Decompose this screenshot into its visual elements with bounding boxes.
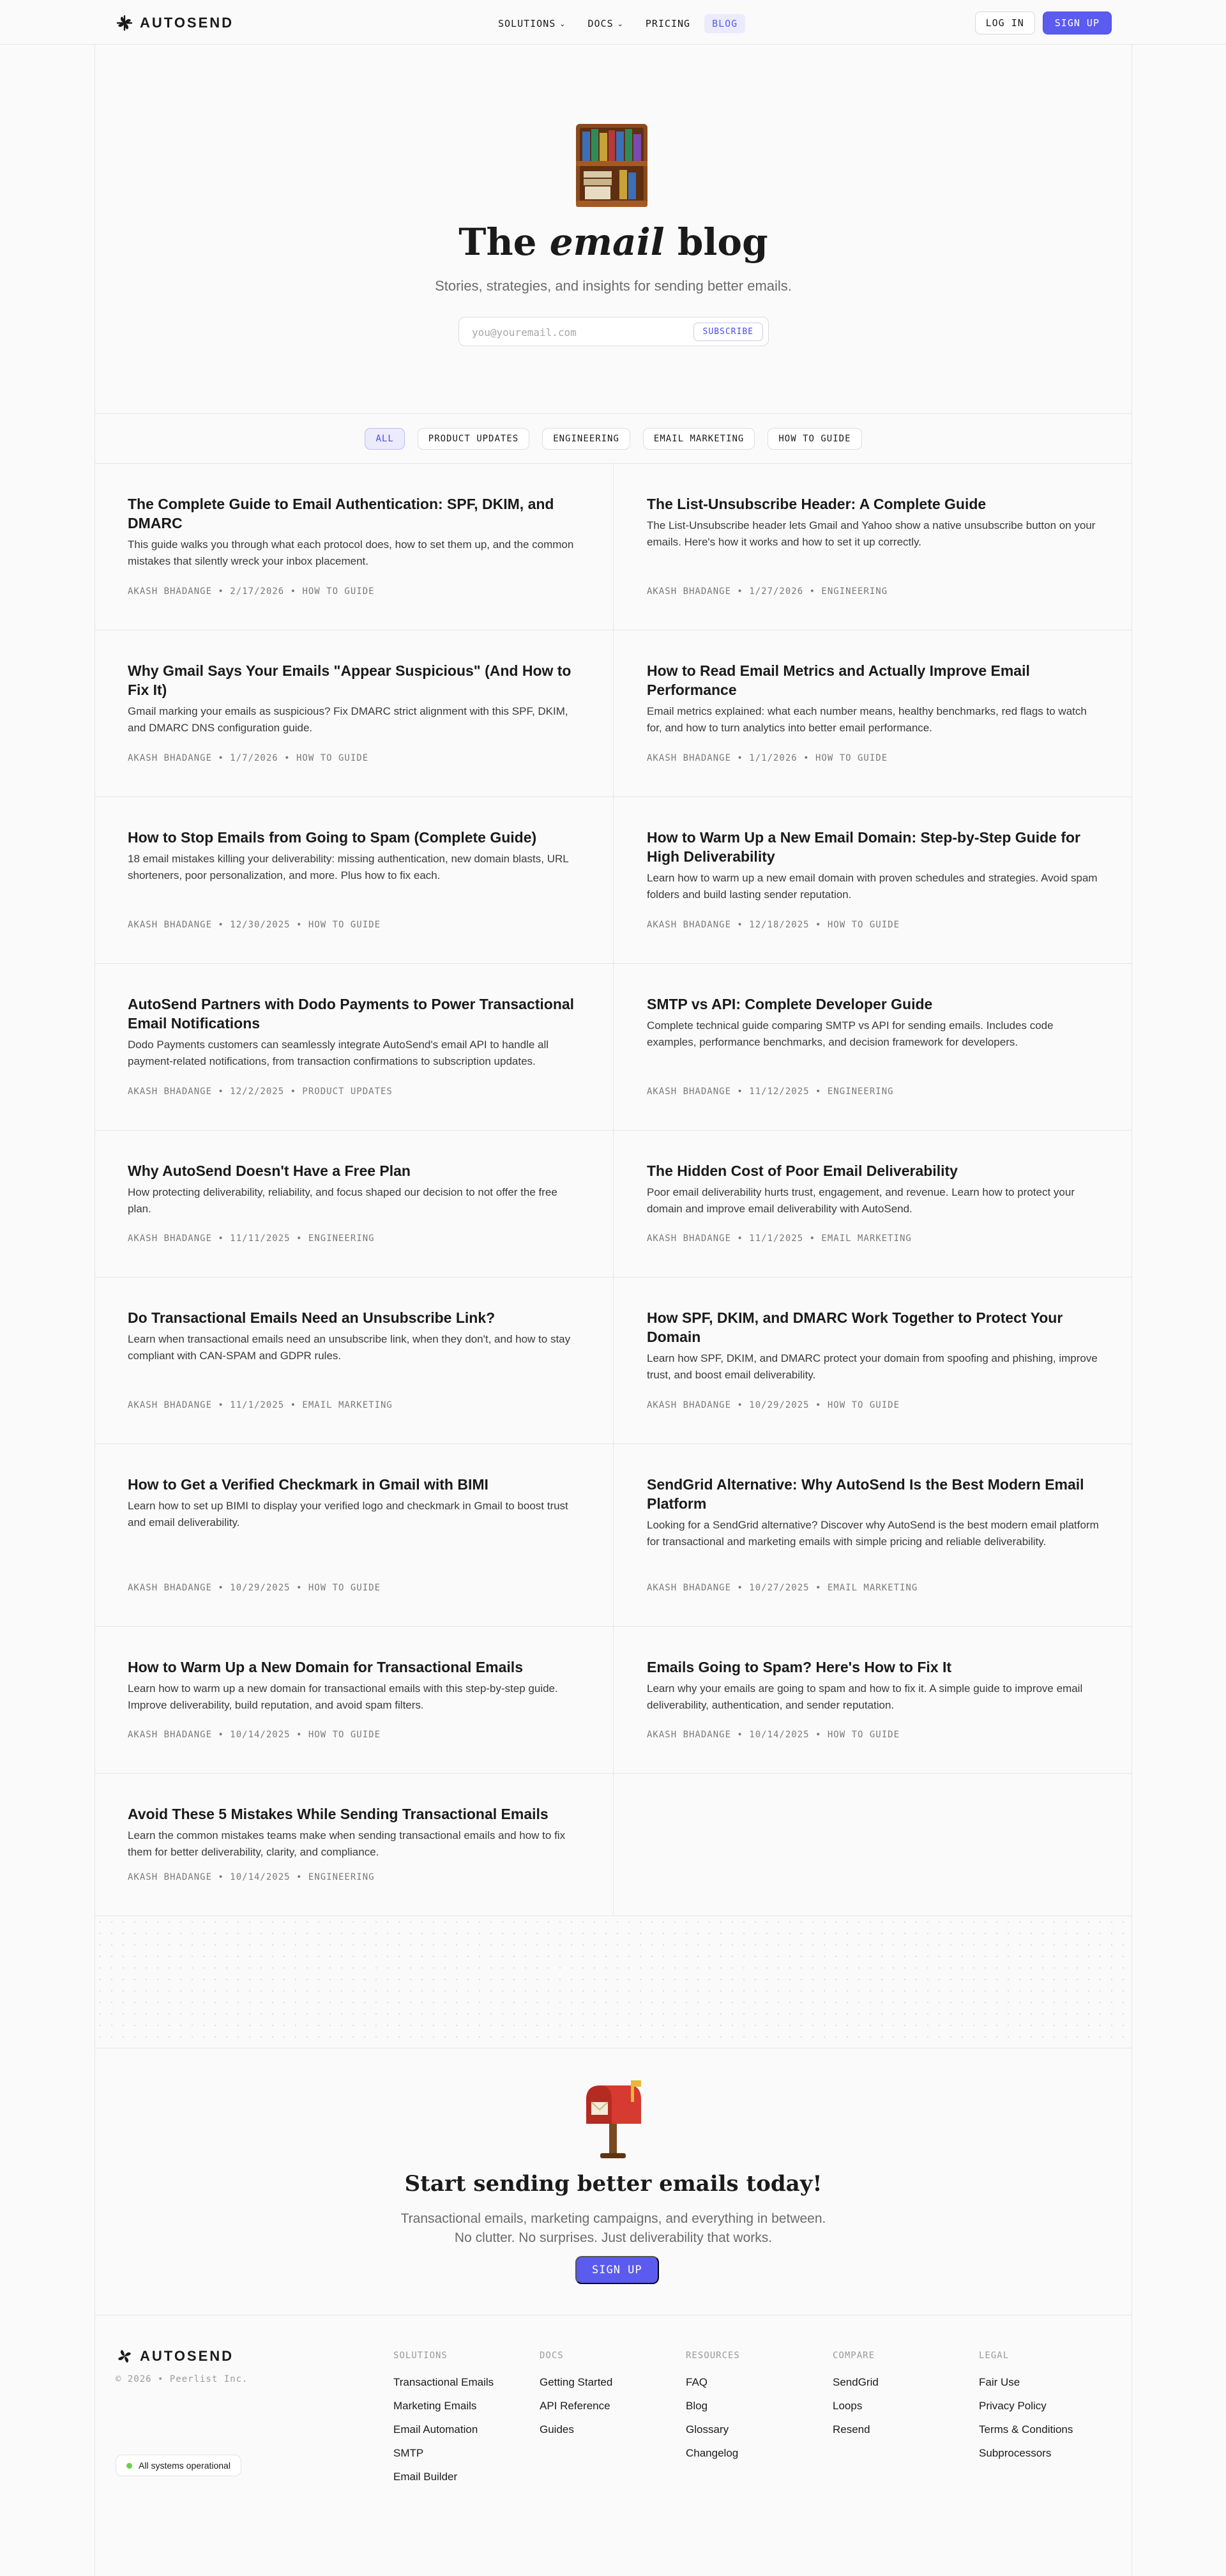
cta-signup-button[interactable]: SIGN UP	[575, 2256, 659, 2284]
post-meta: AKASH BHADANGE • 10/29/2025 • HOW TO GUIDE	[647, 1400, 900, 1410]
footer-link[interactable]: Resend	[833, 2423, 870, 2435]
posts-row	[95, 1277, 1132, 1444]
chevron-down-icon: ⌄	[559, 20, 566, 28]
footer-col-legal	[979, 2351, 1073, 2471]
post-desc: How protecting deliverability, reliability, and focus shaped our decision to not offer the free plan.	[128, 1186, 557, 1215]
post-card[interactable]	[613, 464, 1132, 630]
post-title: How to Get a Verified Checkmark in Gmail with BIMI	[128, 1476, 488, 1493]
post-desc: Learn when transactional emails need an unsubscribe link, when they don't, and how to stay compliant with CAN-SPAM and GDPR rules.	[128, 1333, 571, 1362]
status-dot-icon	[126, 2463, 132, 2469]
posts-row	[95, 964, 1132, 1131]
footer-link[interactable]: Getting Started	[540, 2376, 613, 2388]
footer	[95, 2315, 1132, 2576]
subscribe-button[interactable]: SUBSCRIBE	[693, 323, 763, 341]
hero-section	[95, 45, 1132, 414]
post-title: The Hidden Cost of Poor Email Deliverability	[647, 1162, 958, 1179]
filter-email-marketing[interactable]: EMAIL MARKETING	[643, 428, 755, 450]
filter-product-updates[interactable]: PRODUCT UPDATES	[418, 428, 529, 450]
subscribe-form	[458, 317, 769, 346]
cta-title: Start sending better emails today!	[404, 2171, 822, 2197]
footer-link[interactable]: Guides	[540, 2423, 574, 2435]
cta-line-2: No clutter. No surprises. Just deliverability that works.	[454, 2230, 773, 2245]
post-desc: The List-Unsubscribe header lets Gmail and Yahoo show a native unsubscribe button on your emails. Here's how it works and how to set it up correctly.	[647, 519, 1096, 548]
footer-link[interactable]: Subprocessors	[979, 2447, 1052, 2459]
footer-link[interactable]: Marketing Emails	[393, 2400, 477, 2412]
post-title: Do Transactional Emails Need an Unsubscribe Link?	[128, 1309, 496, 1326]
chevron-down-icon: ⌄	[617, 20, 624, 28]
dotted-divider	[95, 1916, 1132, 2048]
bookshelf-icon	[567, 116, 656, 212]
post-title: Avoid These 5 Mistakes While Sending Transactional Emails	[128, 1806, 549, 1822]
posts-row	[95, 797, 1132, 964]
footer-link[interactable]: Terms & Conditions	[979, 2423, 1073, 2435]
post-title: AutoSend Partners with Dodo Payments to Power Transactional Email Notifications	[128, 996, 575, 1032]
nav-pricing[interactable]	[638, 14, 698, 33]
title-emphasis: email	[549, 220, 665, 264]
copyright: © 2026 • Peerlist Inc.	[116, 2374, 248, 2384]
category-filters	[95, 414, 1132, 464]
post-desc: Email metrics explained: what each number means, healthy benchmarks, red flags to watch for, and how to turn analytics into better email performance.	[647, 705, 1087, 734]
post-title: How SPF, DKIM, and DMARC Work Together to Protect Your Domain	[647, 1309, 1063, 1345]
footer-link[interactable]: API Reference	[540, 2400, 610, 2412]
post-title: The Complete Guide to Email Authentication: SPF, DKIM, and DMARC	[128, 496, 554, 531]
footer-heading: DOCS	[540, 2351, 564, 2361]
footer-link[interactable]: SendGrid	[833, 2376, 879, 2388]
post-desc: Learn how SPF, DKIM, and DMARC protect your domain from spoofing and phishing, improve trust, and boost email deliverability.	[647, 1352, 1098, 1381]
post-title: How to Warm Up a New Email Domain: Step-by-Step Guide for High Deliverability	[647, 829, 1080, 865]
posts-row	[95, 1627, 1132, 1774]
page-title	[95, 220, 1132, 264]
post-title: How to Stop Emails from Going to Spam (Complete Guide)	[128, 829, 537, 846]
post-desc: Learn the common mistakes teams make when sending transactional emails and how to fix them for better deliverability, clarity, and compliance.	[128, 1829, 566, 1858]
footer-link[interactable]: FAQ	[686, 2376, 708, 2388]
system-status[interactable]	[116, 2455, 241, 2476]
posts-row	[95, 1131, 1132, 1277]
login-button[interactable]: LOG IN	[975, 11, 1035, 34]
post-meta: AKASH BHADANGE • 10/27/2025 • EMAIL MARKETING	[647, 1583, 918, 1593]
brand-name: AUTOSEND	[140, 15, 234, 31]
post-meta: AKASH BHADANGE • 10/14/2025 • ENGINEERING	[128, 1872, 375, 1882]
post-card[interactable]	[95, 797, 613, 963]
autosend-logo-icon	[116, 14, 133, 32]
mailbox-icon	[575, 2074, 651, 2160]
footer-heading: RESOURCES	[686, 2351, 740, 2361]
posts-grid	[95, 464, 1132, 1916]
footer-link[interactable]: Transactional Emails	[393, 2376, 494, 2388]
posts-row	[95, 630, 1132, 797]
post-desc: Looking for a SendGrid alternative? Discover why AutoSend is the best modern email platform for transactional and marketing emails with simple pricing and reliable deliverability.	[647, 1519, 1099, 1548]
post-meta: AKASH BHADANGE • 10/14/2025 • HOW TO GUIDE	[128, 1730, 381, 1740]
footer-link[interactable]: Email Automation	[393, 2423, 478, 2435]
status-text: All systems operational	[139, 2460, 231, 2471]
post-desc: Gmail marking your emails as suspicious? Fix DMARC strict alignment with this SPF, DKIM, and DMARC DNS configuration guide.	[128, 705, 568, 734]
post-card[interactable]	[95, 964, 613, 1130]
post-title: How to Read Email Metrics and Actually Improve Email Performance	[647, 662, 1030, 698]
post-desc: 18 email mistakes killing your deliverability: missing authentication, new domain blasts, URL shorteners, poor personalization, and more. Plus how to fix each.	[128, 853, 569, 881]
nav-solutions[interactable]	[490, 14, 574, 33]
post-card[interactable]	[95, 1277, 613, 1444]
main-menu	[490, 14, 745, 33]
post-meta: AKASH BHADANGE • 10/29/2025 • HOW TO GUIDE	[128, 1583, 381, 1593]
post-meta: AKASH BHADANGE • 11/1/2025 • EMAIL MARKETING	[647, 1233, 912, 1244]
footer-col-resources	[686, 2351, 740, 2471]
signup-button[interactable]: SIGN UP	[1043, 11, 1112, 34]
footer-col-docs	[540, 2351, 612, 2447]
post-card[interactable]	[613, 964, 1132, 1130]
footer-link[interactable]: Email Builder	[393, 2471, 458, 2483]
nav-blog[interactable]	[704, 14, 745, 33]
post-meta: AKASH BHADANGE • 1/27/2026 • ENGINEERING	[647, 586, 888, 597]
footer-brand-name: AUTOSEND	[140, 2348, 234, 2364]
nav-blog-label: BLOG	[712, 18, 738, 29]
post-title: SMTP vs API: Complete Developer Guide	[647, 996, 933, 1012]
footer-heading: LEGAL	[979, 2351, 1010, 2361]
post-title: Emails Going to Spam? Here's How to Fix It	[647, 1659, 952, 1675]
cta-section	[95, 2048, 1132, 2315]
page-subtitle: Stories, strategies, and insights for sending better emails.	[435, 278, 792, 294]
filter-all[interactable]: ALL	[365, 428, 404, 450]
footer-link[interactable]: SMTP	[393, 2447, 424, 2459]
post-title: The List-Unsubscribe Header: A Complete Guide	[647, 496, 987, 512]
post-meta: AKASH BHADANGE • 11/12/2025 • ENGINEERING	[647, 1086, 894, 1097]
cta-line-1: Transactional emails, marketing campaigns, and everything in between.	[400, 2211, 826, 2226]
post-meta: AKASH BHADANGE • 12/2/2025 • PRODUCT UPDATES	[128, 1086, 393, 1097]
post-title: Why AutoSend Doesn't Have a Free Plan	[128, 1162, 411, 1179]
post-card[interactable]	[95, 630, 613, 796]
autosend-logo-icon	[116, 2347, 133, 2365]
post-meta: AKASH BHADANGE • 11/11/2025 • ENGINEERING	[128, 1233, 375, 1244]
brand-logo[interactable]	[116, 14, 234, 32]
title-part-2: blog	[664, 220, 768, 264]
cta-subtitle	[95, 2209, 1132, 2248]
post-card[interactable]	[613, 1444, 1132, 1626]
empty-grid-cell	[613, 1774, 1132, 1916]
post-card[interactable]	[95, 464, 613, 630]
post-card[interactable]	[95, 1627, 613, 1773]
posts-row	[95, 464, 1132, 630]
post-title: Why Gmail Says Your Emails "Appear Suspicious" (And How to Fix It)	[128, 662, 571, 698]
footer-heading: SOLUTIONS	[393, 2351, 448, 2361]
post-meta: AKASH BHADANGE • 2/17/2026 • HOW TO GUIDE	[128, 586, 375, 597]
footer-col-solutions	[393, 2351, 494, 2494]
auth-actions	[975, 11, 1112, 34]
filter-engineering[interactable]: ENGINEERING	[542, 428, 630, 450]
post-card[interactable]	[613, 1627, 1132, 1773]
post-desc: Learn how to set up BIMI to display your verified logo and checkmark in Gmail to boost trust and email deliverability.	[128, 1500, 568, 1528]
footer-link[interactable]: Changelog	[686, 2447, 739, 2459]
posts-row	[95, 1774, 1132, 1916]
footer-link[interactable]: Privacy Policy	[979, 2400, 1047, 2412]
nav-solutions-label: SOLUTIONS	[498, 18, 556, 29]
post-meta: AKASH BHADANGE • 10/14/2025 • HOW TO GUIDE	[647, 1730, 900, 1740]
posts-row	[95, 1444, 1132, 1627]
footer-logo[interactable]	[116, 2347, 234, 2365]
post-title: SendGrid Alternative: Why AutoSend Is the Best Modern Email Platform	[647, 1476, 1084, 1512]
post-desc: Learn why your emails are going to spam and how to fix it. A simple guide to improve email deliverability, authentication, and sender reputation.	[647, 1682, 1083, 1711]
nav-docs-label: DOCS	[587, 18, 614, 29]
post-meta: AKASH BHADANGE • 11/1/2025 • EMAIL MARKETING	[128, 1400, 393, 1410]
footer-heading: COMPARE	[833, 2351, 875, 2361]
email-input[interactable]: you@youremail.com	[472, 326, 577, 339]
footer-link[interactable]: Loops	[833, 2400, 863, 2412]
post-title: How to Warm Up a New Domain for Transactional Emails	[128, 1659, 523, 1675]
footer-link[interactable]: Glossary	[686, 2423, 729, 2435]
post-card[interactable]	[613, 797, 1132, 963]
footer-link[interactable]: Fair Use	[979, 2376, 1020, 2388]
nav-docs[interactable]	[580, 14, 632, 33]
post-meta: AKASH BHADANGE • 12/18/2025 • HOW TO GUIDE	[647, 920, 900, 930]
top-nav	[0, 0, 1226, 45]
nav-pricing-label: PRICING	[645, 18, 691, 29]
post-card[interactable]	[613, 630, 1132, 796]
post-card[interactable]	[613, 1277, 1132, 1444]
post-desc: Learn how to warm up a new email domain with proven schedules and strategies. Avoid spam folders and build lasting sender reputation.	[647, 872, 1098, 901]
post-desc: Complete technical guide comparing SMTP vs API for sending emails. Includes code examples, performance benchmarks, and decision framework for developers.	[647, 1019, 1054, 1048]
post-desc: Dodo Payments customers can seamlessly integrate AutoSend's email API to handle all payment-related notifications, from transaction confirmations to subscription updates.	[128, 1039, 549, 1067]
post-card[interactable]	[95, 1444, 613, 1626]
post-card[interactable]	[95, 1774, 613, 1916]
post-card[interactable]	[95, 1131, 613, 1277]
filter-how-to-guide[interactable]: HOW TO GUIDE	[768, 428, 861, 450]
post-card[interactable]	[613, 1131, 1132, 1277]
post-desc: Learn how to warm up a new domain for transactional emails with this step-by-step guide. Improve deliverability, build reputation, and avoid spam filters.	[128, 1682, 558, 1711]
post-meta: AKASH BHADANGE • 1/7/2026 • HOW TO GUIDE	[128, 753, 369, 763]
title-part-1: The	[458, 220, 550, 264]
post-meta: AKASH BHADANGE • 12/30/2025 • HOW TO GUIDE	[128, 920, 381, 930]
post-desc: This guide walks you through what each protocol does, how to set them up, and the common mistakes that silently wreck your inbox placement.	[128, 538, 574, 567]
post-meta: AKASH BHADANGE • 1/1/2026 • HOW TO GUIDE	[647, 753, 888, 763]
footer-col-compare	[833, 2351, 879, 2447]
footer-link[interactable]: Blog	[686, 2400, 708, 2412]
post-desc: Poor email deliverability hurts trust, engagement, and revenue. Learn how to protect your domain and improve email deliverability with AutoSend.	[647, 1186, 1075, 1215]
